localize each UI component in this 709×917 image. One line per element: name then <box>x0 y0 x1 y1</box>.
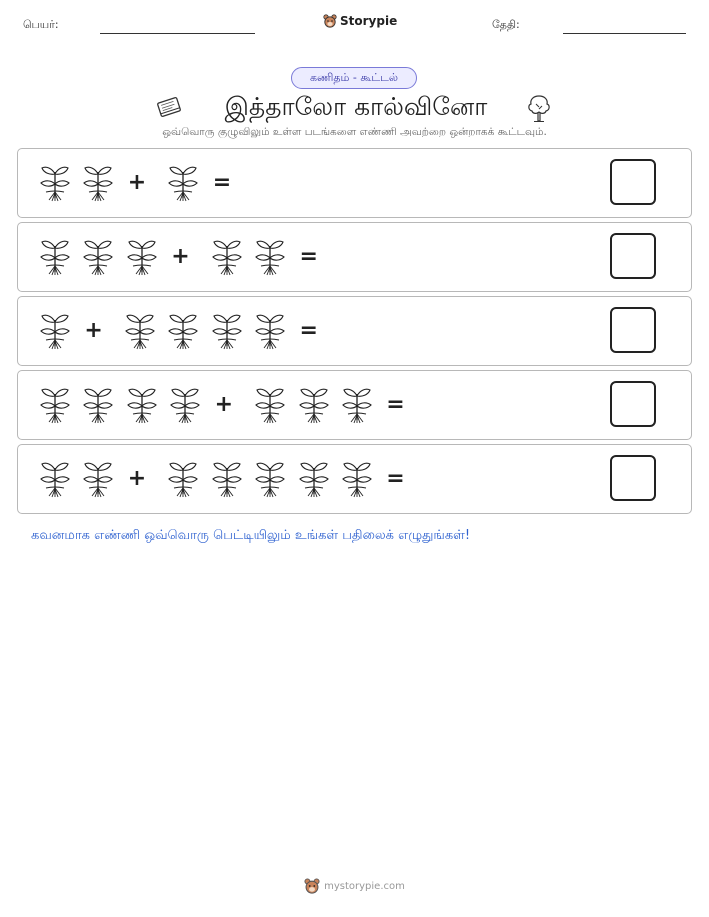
name-line[interactable] <box>100 33 255 34</box>
plus-sign: + <box>84 318 103 343</box>
sprout-icon <box>38 458 72 502</box>
sprout-icon <box>166 310 200 354</box>
plus-sign: + <box>127 466 147 491</box>
bear-face-icon <box>323 14 337 28</box>
book-icon <box>154 93 184 121</box>
title-row <box>0 90 709 124</box>
answer-box[interactable] <box>610 381 656 427</box>
topic-badge: கணிதம் - கூட்டல் <box>291 67 417 89</box>
sprout-icon <box>38 384 72 428</box>
problem-row <box>17 370 692 440</box>
hint-text: கவனமாக எண்ணி ஒவ்வொரு பெட்டியிலும் உங்கள் பதிலைக் எழுதுங்கள்! <box>31 528 471 543</box>
sprout-icon <box>253 384 287 428</box>
sprout-icon <box>166 162 200 206</box>
answer-box[interactable] <box>610 455 656 501</box>
plus-sign: + <box>214 392 234 417</box>
problem-row <box>17 444 692 514</box>
storypie-logo <box>323 14 397 28</box>
sprout-icon <box>81 236 115 280</box>
bear-face-icon <box>304 878 320 894</box>
instructions: ஒவ்வொரு குழுவிலும் உள்ள படங்களை எண்ணி அவற்றை ஒன்றாகக் கூட்டவும். <box>162 126 547 138</box>
sprout-icon <box>210 236 244 280</box>
sprout-icon <box>210 310 244 354</box>
sprout-icon <box>297 458 331 502</box>
sprout-icon <box>340 384 374 428</box>
sprout-icon <box>38 236 72 280</box>
equals-sign: = <box>212 170 232 195</box>
equals-sign: = <box>299 244 318 269</box>
sprout-icon <box>125 236 159 280</box>
sprout-icon <box>38 310 72 354</box>
footer-url[interactable]: mystorypie.com <box>324 880 405 892</box>
sprout-icon <box>166 458 200 502</box>
sprout-icon <box>81 384 115 428</box>
plus-sign: + <box>171 244 190 269</box>
page-title: இத்தாலோ கால்வினோ <box>224 92 488 121</box>
plus-sign: + <box>127 170 147 195</box>
footer <box>0 878 709 894</box>
worksheet-header <box>0 0 709 50</box>
sprout-icon <box>253 310 287 354</box>
sprout-icon <box>253 458 287 502</box>
answer-box[interactable] <box>610 159 656 205</box>
problem-row <box>17 296 692 366</box>
sprout-icon <box>340 458 374 502</box>
date-label: தேதி: <box>492 18 520 31</box>
name-label: பெயர்: <box>23 18 59 31</box>
sprout-icon <box>210 458 244 502</box>
sprout-icon <box>123 310 157 354</box>
logo-text: Storypie <box>340 14 398 28</box>
tree-icon <box>526 93 552 123</box>
sprout-icon <box>168 384 202 428</box>
equals-sign: = <box>386 466 405 491</box>
answer-box[interactable] <box>610 307 656 353</box>
sprout-icon <box>297 384 331 428</box>
sprout-icon <box>125 384 159 428</box>
sprout-icon <box>81 162 115 206</box>
problem-row <box>17 222 692 292</box>
problem-row <box>17 148 692 218</box>
date-line[interactable] <box>563 33 686 34</box>
equals-sign: = <box>299 318 318 343</box>
sprout-icon <box>81 458 115 502</box>
sprout-icon <box>38 162 72 206</box>
answer-box[interactable] <box>610 233 656 279</box>
sprout-icon <box>253 236 287 280</box>
equals-sign: = <box>386 392 405 417</box>
